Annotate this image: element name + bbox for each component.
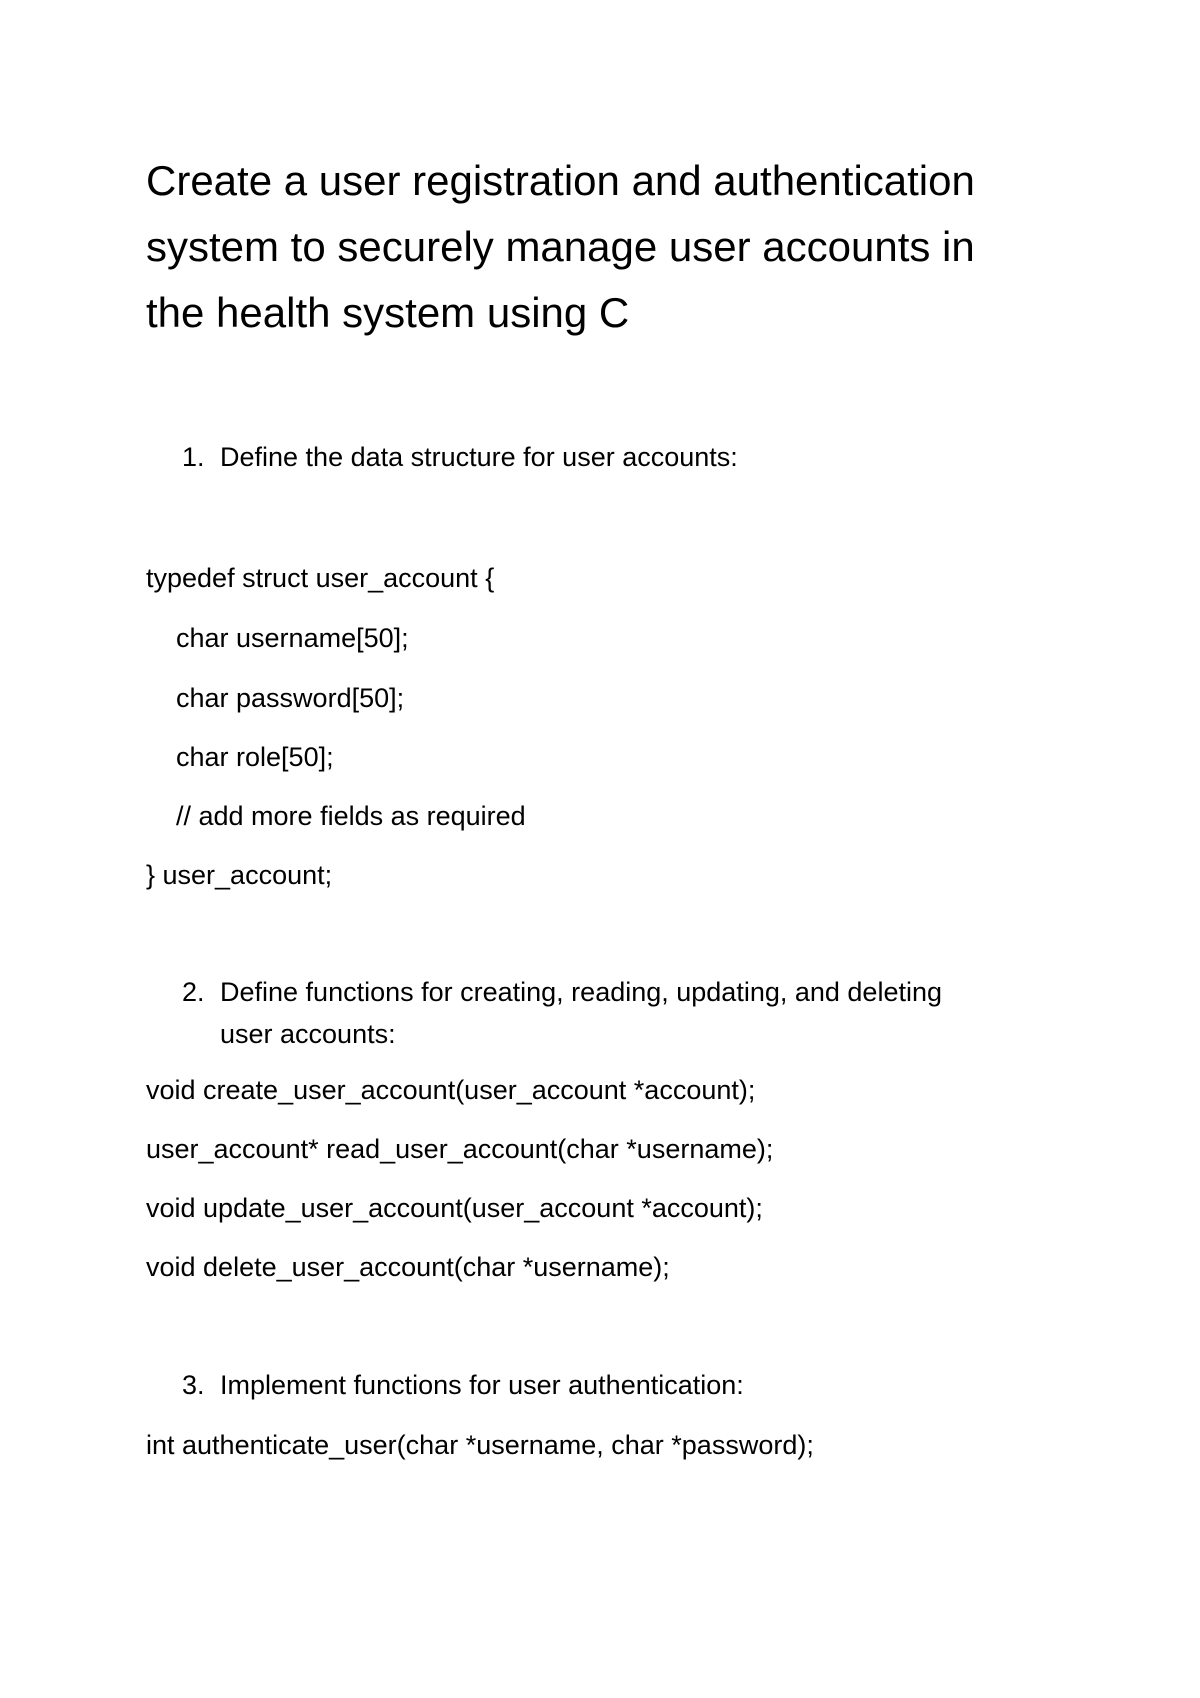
step-number: 3. xyxy=(182,1370,205,1400)
step-1 xyxy=(182,436,738,478)
step-text: Implement functions for user authentication: xyxy=(220,1370,744,1400)
struct-code-line: char username[50]; xyxy=(176,623,409,653)
struct-code-line: char role[50]; xyxy=(176,742,334,772)
struct-code-line: typedef struct user_account { xyxy=(146,563,495,593)
struct-code-line: } user_account; xyxy=(146,860,333,890)
document-title xyxy=(146,148,1106,346)
step-text-continued: user accounts: xyxy=(220,1019,396,1049)
step-number: 1. xyxy=(182,442,205,472)
struct-code-line: char password[50]; xyxy=(176,683,405,713)
function-code-line: void create_user_account(user_account *account); xyxy=(146,1075,756,1105)
step-number: 2. xyxy=(182,977,205,1007)
title-line: system to securely manage user accounts in xyxy=(146,223,975,270)
step-3 xyxy=(182,1364,744,1406)
step-text: Define the data structure for user accounts: xyxy=(220,442,738,472)
title-line: the health system using C xyxy=(146,289,630,336)
title-line: Create a user registration and authentication xyxy=(146,157,975,204)
function-code-line: void delete_user_account(char *username); xyxy=(146,1252,670,1282)
step-text: Define functions for creating, reading, updating, and deleting xyxy=(220,977,942,1007)
function-code-line: user_account* read_user_account(char *username); xyxy=(146,1134,774,1164)
auth-code-line: int authenticate_user(char *username, char *password); xyxy=(146,1430,814,1460)
step-2 xyxy=(182,971,942,1055)
function-code-line: void update_user_account(user_account *account); xyxy=(146,1193,763,1223)
struct-code-comment: // add more fields as required xyxy=(176,801,526,831)
